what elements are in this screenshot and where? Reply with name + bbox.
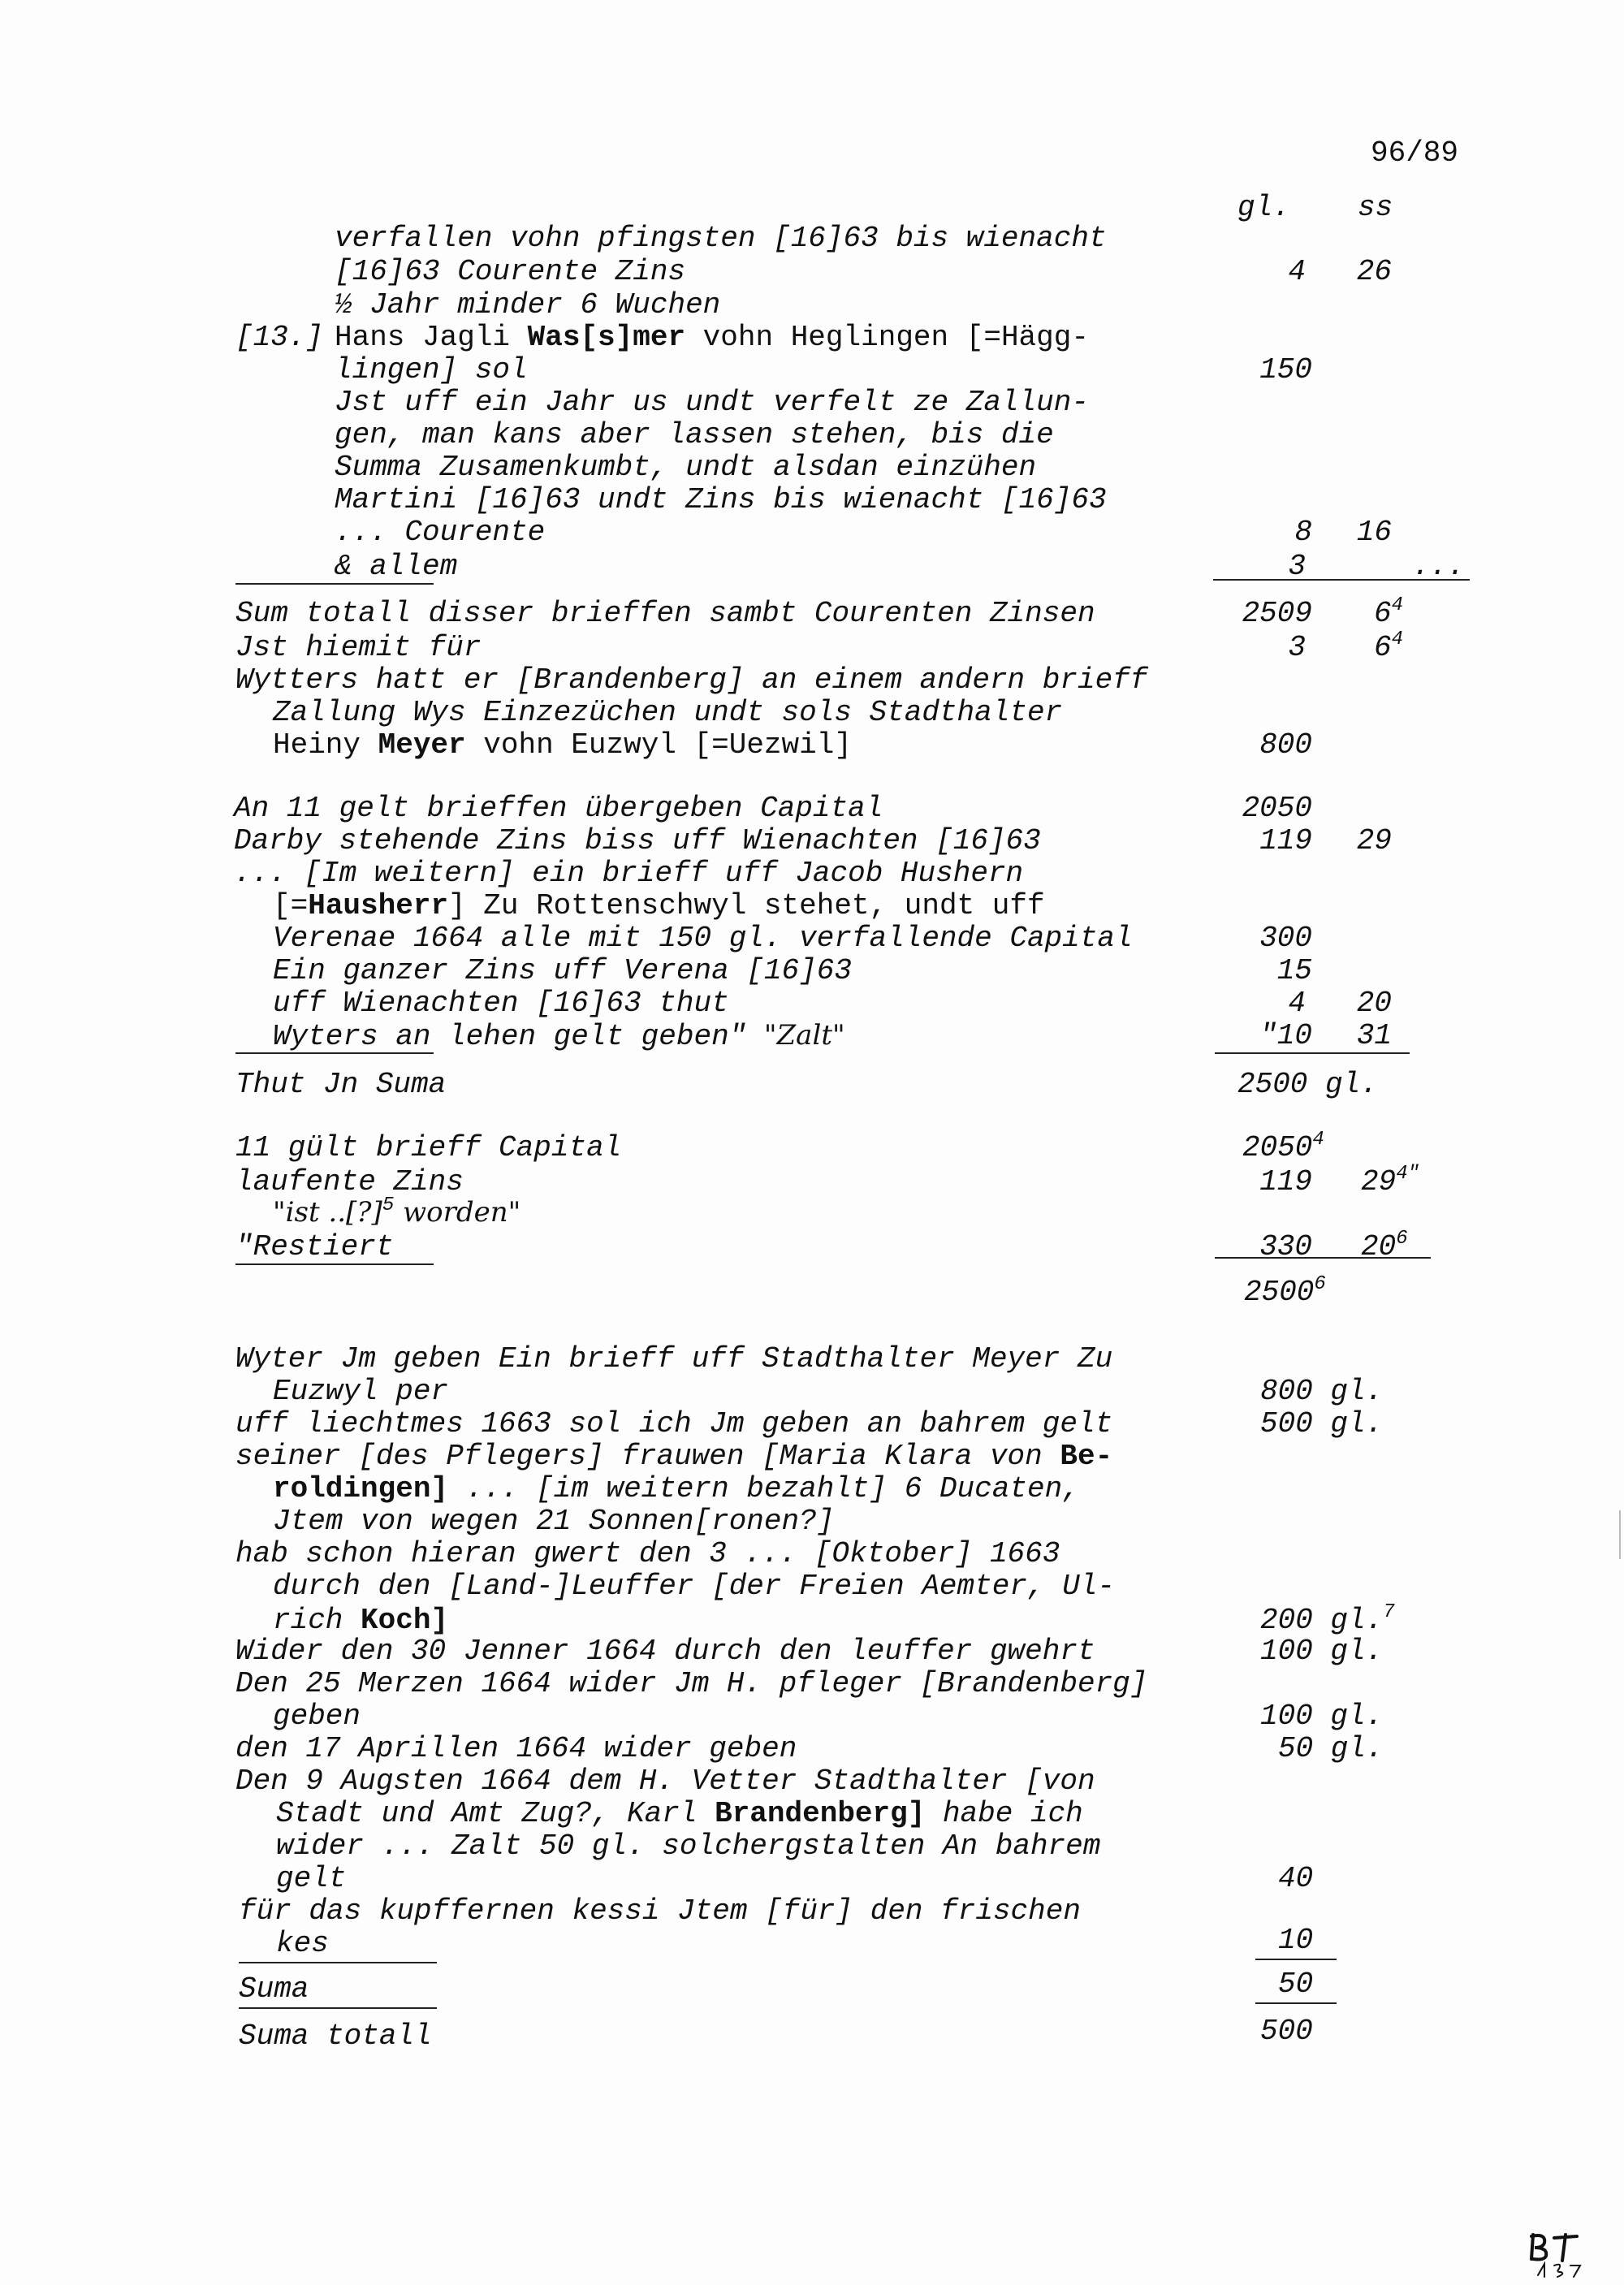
entry-line: "Restiert — [235, 1230, 394, 1263]
entry-line: geben — [273, 1700, 361, 1733]
entry-line: laufente Zins — [235, 1165, 464, 1199]
amount-ss: $29^{4"}$ — [1361, 1163, 1420, 1199]
amount-gl: "10 — [1259, 1019, 1312, 1052]
entry-line: hab schon hieran gwert den 3 ... [Oktober] 1663 — [235, 1537, 1060, 1570]
entry-line: uff liechtmes 1663 sol ich Jm geben an bahrem gelt — [235, 1407, 1113, 1441]
underline-rule — [239, 1962, 437, 1963]
amount-gl: 500 — [1260, 2015, 1313, 2048]
entry-line: den 17 Aprillen 1664 wider geben — [235, 1732, 797, 1765]
entry-line: Zallung Wys Einzezüchen undt sols Stadthalter — [273, 696, 1063, 729]
amount-gl: 50 gl. — [1278, 1732, 1384, 1765]
entry-line: Den 9 Augsten 1664 dem H. Vetter Stadthalter [von — [235, 1765, 1095, 1798]
entry-line: Wider den 30 Jenner 1664 durch den leuffer gwehrt — [235, 1635, 1095, 1668]
entry-line: ... [Im weitern] ein brieff uff Jacob Hushern — [234, 857, 1024, 890]
amount-gl: 100 gl. — [1260, 1700, 1384, 1733]
amount-gl: 119 — [1259, 1165, 1312, 1199]
amount-gl: 10 — [1278, 1924, 1314, 1957]
amount-gl: 4 — [1288, 255, 1306, 288]
amount-gl: 40 — [1278, 1862, 1314, 1895]
entry-line: gen, man kans aber lassen stehen, bis die — [335, 418, 1054, 451]
amount-gl: 2500$^6$ — [1244, 1273, 1326, 1309]
entry-line: gelt — [276, 1862, 347, 1895]
handwritten-note: "Zalt" — [763, 1019, 845, 1052]
amount-gl: 330 — [1259, 1230, 1312, 1263]
handwritten-page-mark — [1527, 2231, 1595, 2279]
entry-line: rich Koch] — [273, 1604, 449, 1637]
entry-line: ½ Jahr minder 6 Wuchen — [335, 288, 721, 322]
entry-line: lingen] sol — [335, 353, 528, 387]
entry-line: Wytters hatt er [Brandenberg] an einem andern brieff — [235, 663, 1148, 697]
entry-line: uff Wienachten [16]63 thut — [273, 987, 729, 1020]
entry-line: Darby stehende Zins biss uff Wienachten [16]63 — [234, 824, 1041, 857]
person-name: Hausherr — [308, 889, 449, 922]
entry-line: [16]63 Courente Zins — [335, 255, 686, 288]
entry-line: Wyter Jm geben Ein brieff uff Stadthalter Meyer Zu — [235, 1342, 1113, 1376]
total-line: Thut Jn Suma — [235, 1068, 447, 1101]
amount-gl: 15 — [1276, 954, 1312, 987]
amount-gl: 50 — [1278, 1968, 1314, 2001]
entry-number: [13.] — [235, 321, 324, 354]
amount-gl: 300 — [1259, 922, 1312, 955]
underline-rule — [239, 2007, 437, 2009]
total-line: Suma totall — [239, 2019, 432, 2053]
entry-line: für das kupffernen kessi Jtem [für] den frischen — [239, 1894, 1081, 1928]
person-name: Koch] — [361, 1604, 449, 1637]
total-line: Sum totall disser brieffen sambt Courenten Zinsen — [235, 597, 1095, 630]
amount-ss: $20^6$ — [1361, 1228, 1408, 1263]
amount-gl: 3 — [1288, 631, 1306, 664]
amount-ss: 29 — [1356, 824, 1392, 857]
person-name: Brandenberg] — [715, 1797, 926, 1830]
underline-rule — [235, 583, 434, 585]
entry-line: seiner [des Pflegers] frauwen [Maria Klara von Be- — [235, 1440, 1113, 1473]
amount-gl: 8 — [1294, 516, 1312, 549]
entry-line: Hans Jagli Was[s]mer vohn Heglingen [=Hägg- — [335, 321, 1089, 354]
amount-gl: 2509 — [1242, 597, 1312, 630]
amount-gl: 119 — [1259, 824, 1312, 857]
amount-gl: 100 gl. — [1260, 1635, 1384, 1668]
amount-gl: 2050$^4$ — [1242, 1129, 1324, 1164]
amount-gl: 800 — [1259, 728, 1312, 762]
amount-gl: 3 — [1288, 550, 1306, 583]
entry-line: durch den [Land-]Leuffer [der Freien Aemter, Ul- — [273, 1570, 1115, 1603]
column-header-ss: ss — [1358, 191, 1393, 224]
entry-line: wider ... Zalt 50 gl. solchergstalten An bahrem — [276, 1829, 1101, 1863]
entry-line: Wyters an lehen gelt geben" "Zalt" — [273, 1019, 845, 1053]
entry-line: Den 25 Merzen 1664 wider Jm H. pfleger [Brandenberg] — [235, 1667, 1148, 1700]
entry-line: Verenae 1664 alle mit 150 gl. verfallende Capital — [273, 922, 1133, 955]
entry-line: 11 gült brieff Capital — [235, 1131, 622, 1164]
scan-edge-line — [1619, 1510, 1621, 1559]
total-line: Suma — [239, 1972, 309, 2006]
person-name: Be- — [1060, 1440, 1113, 1473]
amount-ss: 31 — [1356, 1019, 1392, 1052]
amount-gl: 150 — [1259, 353, 1312, 387]
amount-ss: 26 — [1356, 255, 1392, 288]
entry-line: Martini [16]63 undt Zins bis wienacht [16]63 — [335, 483, 1107, 516]
entry-line: Jtem von wegen 21 Sonnen[ronen?] — [273, 1505, 835, 1538]
amount-ss: $6^4$ — [1374, 628, 1404, 664]
entry-line: roldingen] ... [im weitern bezahlt] 6 Ducaten, — [273, 1472, 1080, 1505]
sum-rule — [1255, 1959, 1337, 1960]
person-name: roldingen] — [273, 1472, 449, 1505]
amount-gl: 2500 gl. — [1237, 1068, 1378, 1101]
person-name: Was[s]mer — [527, 321, 686, 354]
amount-ss: $6^4$ — [1374, 594, 1404, 630]
entry-line: ... Courente — [335, 516, 546, 549]
entry-line: Summa Zusamenkumbt, undt alsdan einzühen — [335, 451, 1037, 484]
person-name: Meyer — [378, 728, 466, 762]
amount-gl: 2050 — [1242, 792, 1312, 825]
entry-line: kes — [276, 1927, 329, 1960]
total-line: Jst hiemit für — [235, 631, 482, 664]
entry-line: Heiny Meyer vohn Euzwyl [=Uezwil] — [273, 728, 852, 762]
handwritten-note: "ist ..[?]$^5$ worden" — [273, 1194, 521, 1229]
entry-line: An 11 gelt brieffen übergeben Capital — [234, 792, 883, 825]
sum-rule — [1215, 1257, 1431, 1259]
entry-line: Euzwyl per — [273, 1375, 449, 1408]
sum-rule — [1255, 2002, 1337, 2004]
entry-line: Stadt und Amt Zug?, Karl Brandenberg] habe ich — [276, 1797, 1083, 1830]
amount-gl: 500 gl. — [1260, 1407, 1384, 1441]
amount-gl: 200 gl.$^7$ — [1260, 1601, 1395, 1637]
underline-rule — [235, 1052, 434, 1054]
amount-ss: 20 — [1356, 987, 1392, 1020]
entry-line: verfallen vohn pfingsten [16]63 bis wienacht — [335, 222, 1107, 255]
amount-gl: 800 gl. — [1260, 1375, 1384, 1408]
entry-line: Jst uff ein Jahr us undt verfelt ze Zallun- — [335, 386, 1089, 419]
column-header-gl: gl. — [1237, 191, 1290, 224]
document-number: 96/89 — [1371, 136, 1459, 170]
entry-line: & allem — [335, 550, 458, 583]
sum-rule — [1213, 579, 1470, 581]
amount-ss: ... — [1412, 550, 1465, 583]
amount-gl: 4 — [1288, 987, 1306, 1020]
underline-rule — [235, 1263, 434, 1265]
amount-ss: 16 — [1356, 516, 1392, 549]
entry-line: [=Hausherr] Zu Rottenschwyl stehet, undt uff — [273, 889, 1045, 922]
sum-rule — [1215, 1052, 1410, 1054]
entry-line: Ein ganzer Zins uff Verena [16]63 — [273, 954, 852, 987]
